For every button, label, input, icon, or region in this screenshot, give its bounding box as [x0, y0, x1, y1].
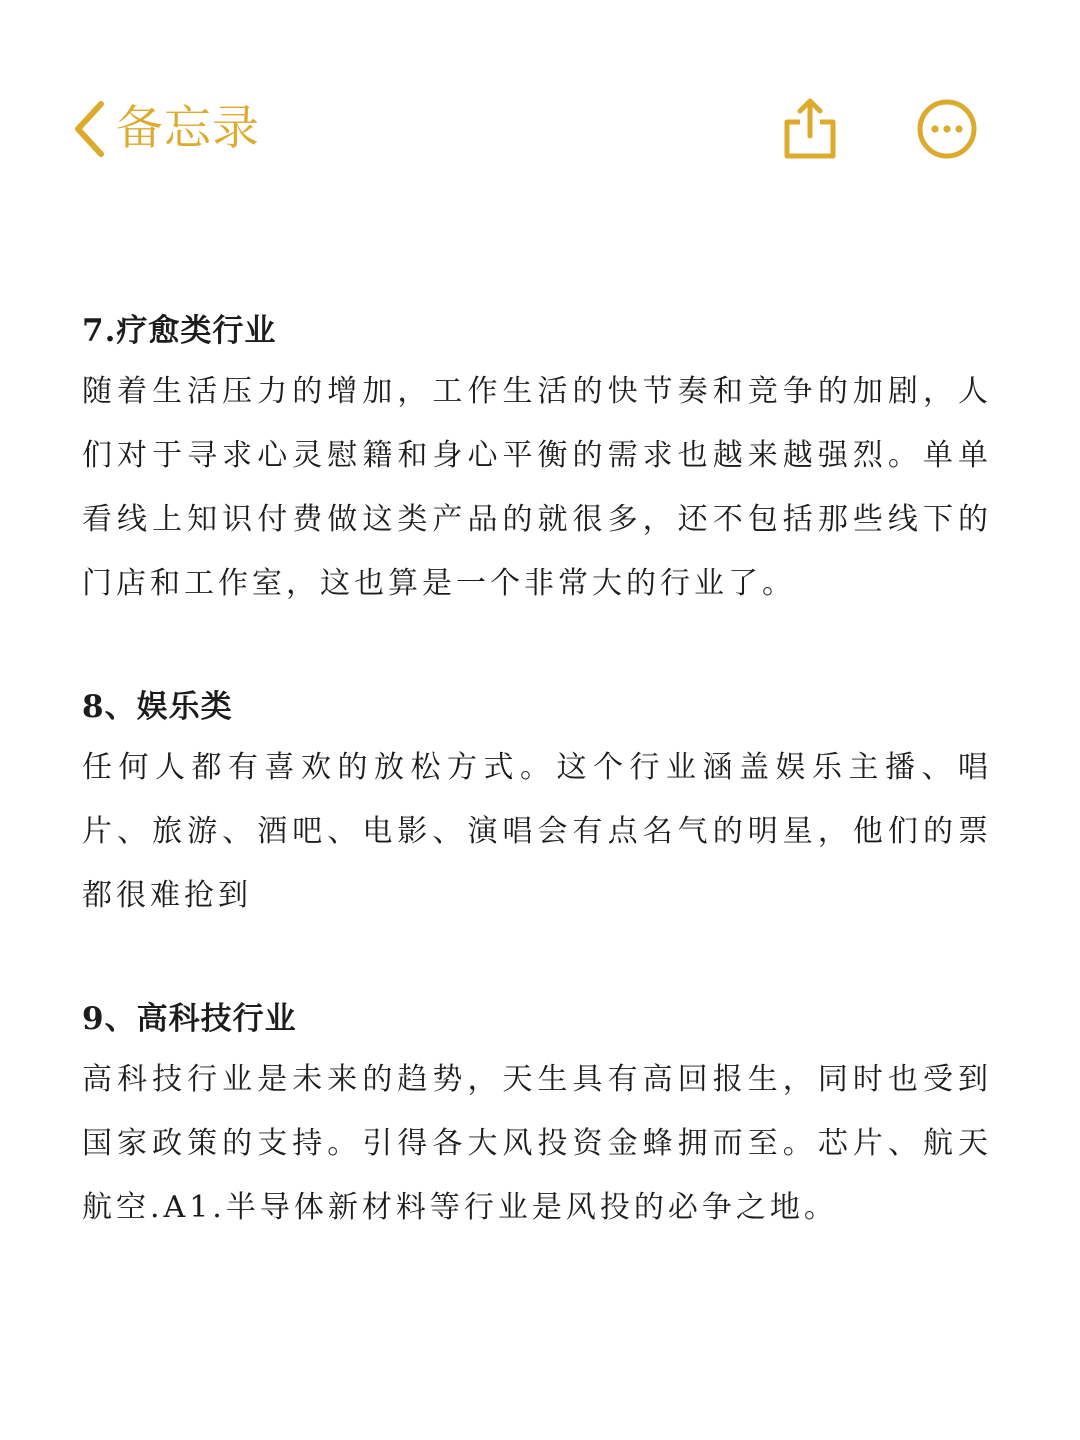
- share-button[interactable]: [780, 96, 840, 162]
- back-button[interactable]: [72, 96, 260, 162]
- note-section-7: [82, 306, 992, 616]
- navigation-bar: [0, 0, 1080, 200]
- more-button[interactable]: [916, 98, 978, 160]
- note-section-9: [82, 994, 992, 1240]
- section-heading: 8、娱乐类: [82, 689, 233, 725]
- back-button-label: 备忘录: [116, 101, 260, 156]
- share-icon: [780, 96, 840, 162]
- section-heading: 9、高科技行业: [82, 1001, 297, 1037]
- note-section-8: [82, 682, 992, 928]
- section-paragraph: 任何人都有喜欢的放松方式。这个行业涵盖娱乐主播、唱片、旅游、酒吧、电影、演唱会有点名气的明星，他们的票都很难抢到: [82, 750, 992, 913]
- chevron-left-icon: [72, 100, 106, 158]
- section-heading: 7.疗愈类行业: [82, 313, 277, 349]
- note-body[interactable]: [82, 306, 992, 1240]
- section-paragraph: 高科技行业是未来的趋势，天生具有高回报生，同时也受到国家政策的支持。引得各大风投资金蜂拥而至。芯片、航天航空.A1.半导体新材料等行业是风投的必争之地。: [82, 1062, 992, 1225]
- section-paragraph: 随着生活压力的增加，工作生活的快节奏和竞争的加剧，人们对于寻求心灵慰籍和身心平衡的需求也越来越强烈。单单看线上知识付费做这类产品的就很多，还不包括那些线下的门店和工作室，这也算是一个非常大的行业了。: [82, 374, 992, 601]
- ellipsis-circle-icon: [916, 98, 978, 160]
